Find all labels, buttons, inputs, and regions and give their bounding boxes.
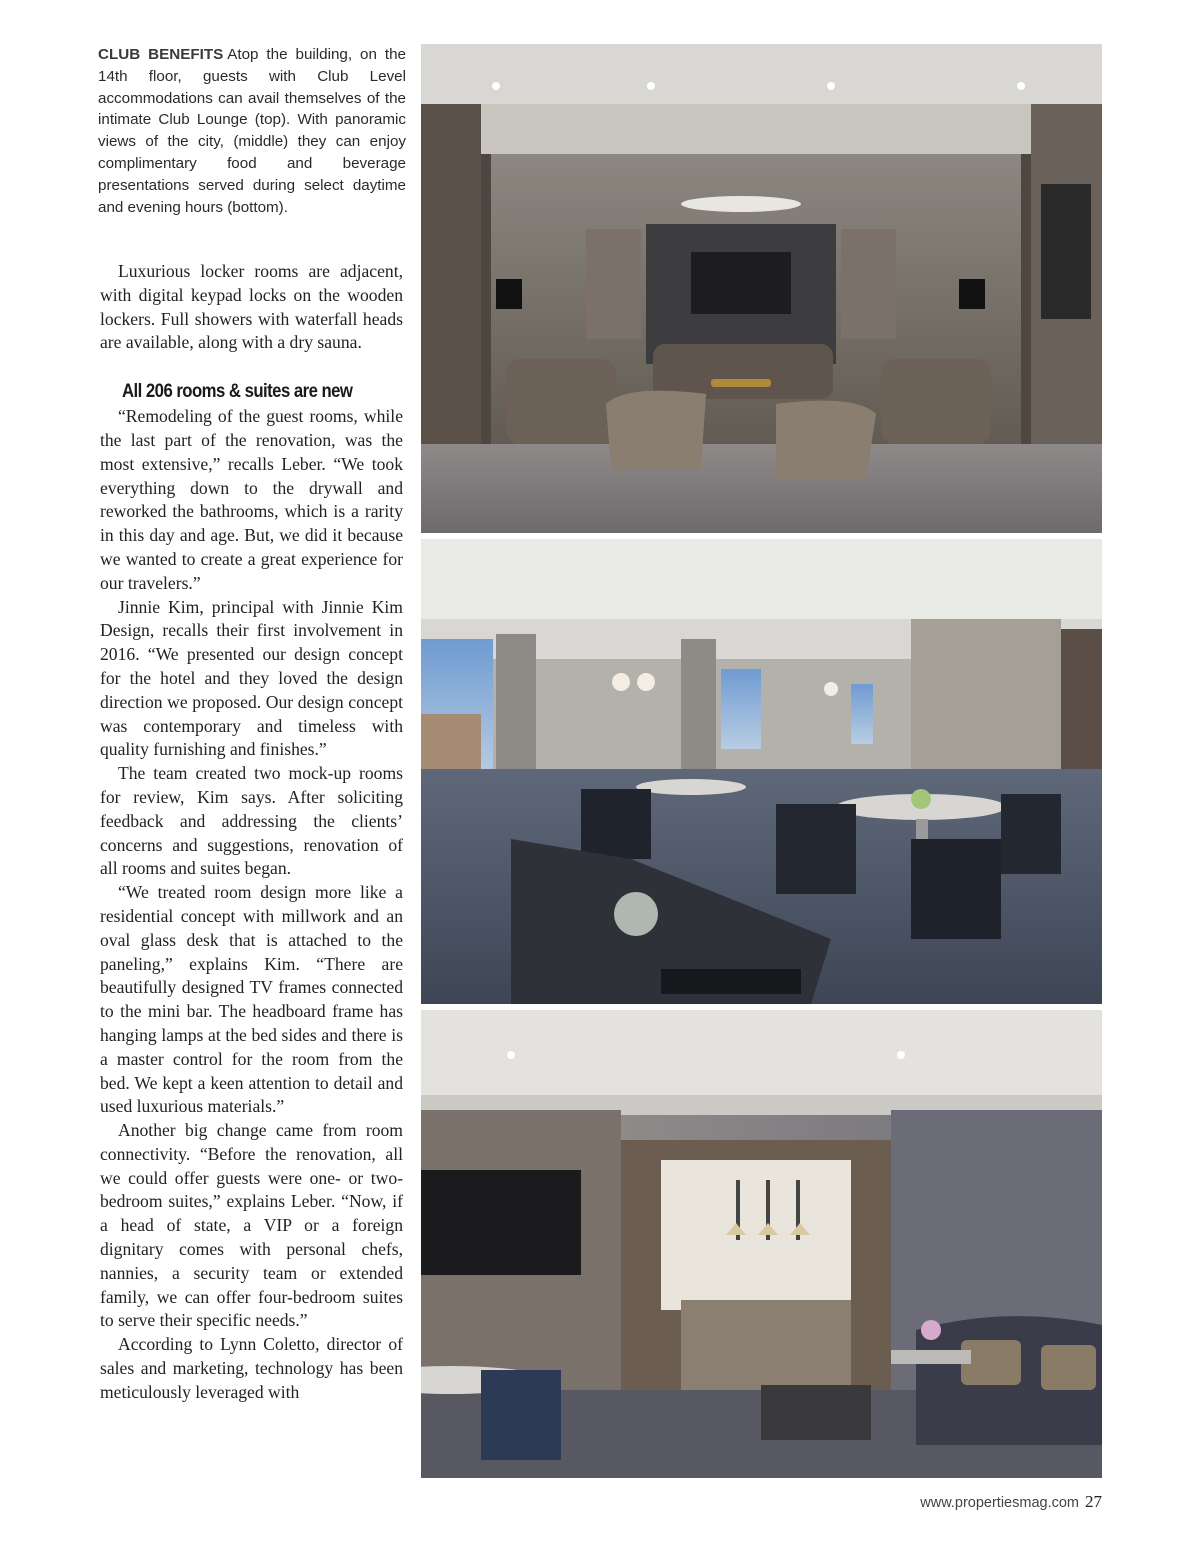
- panoramic-lounge-photo: [421, 539, 1102, 1004]
- article-paragraph: According to Lynn Coletto, director of sales and marketing, technology has been meticulously leveraged with: [100, 1334, 403, 1402]
- article-paragraph: Another big change came from room connectivity. “Before the renovation, all we could offer guests were one- or two-bedroom suites,” explains Leber. “Now, if a head of state, a VIP or a foreign dignitary comes with personal chefs, nannies, a security team or extended family, we can offer four-bedroom suites to serve their specific needs.”: [100, 1120, 403, 1331]
- article-paragraph: Luxurious locker rooms are adjacent, with digital keypad locks on the wooden lockers. Full showers with waterfall heads are available, along with a dry sauna.: [100, 261, 403, 353]
- club-lounge-photo: [421, 44, 1102, 533]
- food-beverage-photo: [421, 1010, 1102, 1478]
- caption-lead: CLUB BENEFITS: [98, 46, 224, 63]
- page-number: 27: [1085, 1492, 1102, 1511]
- article-paragraph: The team created two mock-up rooms for review, Kim says. After soliciting feedback and addressing the clients’ concerns and suggestions, renovation of all rooms and suites began.: [100, 763, 403, 879]
- photo-caption: [98, 44, 406, 218]
- section-heading: All 206 rooms & suites are new: [122, 381, 353, 403]
- article-column: [100, 260, 403, 1405]
- caption-text: Atop the building, on the 14th floor, guests with Club Level accommodations can avail themselves of the intimate Club Lounge (top). With panoramic views of the city, (middle) they can enjoy complimentary food and beverage presentations served during select daytime and evening hours (bottom).: [98, 46, 406, 216]
- page-footer: [920, 1492, 1102, 1512]
- article-paragraph: Jinnie Kim, principal with Jinnie Kim Design, recalls their first involvement in 2016. “We presented our design concept for the hotel and they loved the design direction we proposed. Our design concept was contemporary and timeless with quality furnishing and finishes.”: [100, 596, 403, 760]
- footer-url: www.propertiesmag.com: [920, 1495, 1079, 1511]
- article-paragraph: “Remodeling of the guest rooms, while the last part of the renovation, was the most extensive,” recalls Leber. “We took everything down to the drywall and reworked the bathrooms, which is a rarity in this day and age. But, we did it because we wanted to create a great experience for our travelers.”: [100, 406, 403, 593]
- article-paragraph: “We treated room design more like a residential concept with millwork and an oval glass desk that is attached to the paneling,” explains Kim. “There are beautifully designed TV frames connected to the mini bar. The headboard frame has hanging lamps at the bed sides and there is a master control for the room from the bed. We kept a keen attention to detail and used luxurious materials.”: [100, 882, 403, 1117]
